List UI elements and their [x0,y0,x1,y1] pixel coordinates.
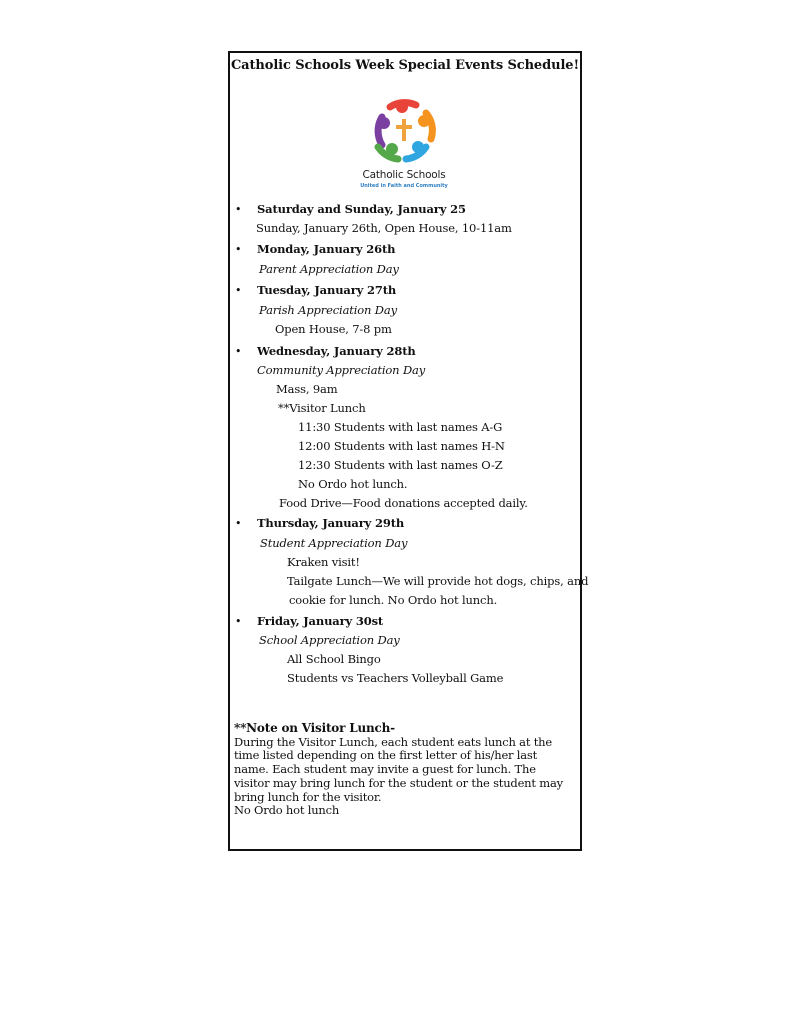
day-theme: Student Appreciation Day [260,536,408,550]
bullet-icon: • [235,517,242,530]
visitor-lunch-note [234,722,574,818]
logo-wordmark: Catholic Schools [362,169,446,181]
visitor-lunch-slot: 11:30 Students with last names A-G [298,420,503,434]
event-line: Mass, 9am [276,382,338,396]
day-theme: School Appreciation Day [259,633,400,647]
note-title: **Note on Visitor Lunch- [234,721,395,735]
event-line: **Visitor Lunch [278,401,366,415]
event-line: Sunday, January 26th, Open House, 10-11am [256,221,512,235]
day-heading: Thursday, January 29th [257,516,405,530]
day-heading: Monday, January 26th [257,242,396,256]
day-heading: Friday, January 30st [257,614,384,628]
note-footer: No Ordo hot lunch [234,803,340,818]
bullet-icon: • [235,284,242,297]
event-line: Students vs Teachers Volleyball Game [287,671,504,685]
event-line: Tailgate Lunch—We will provide hot dogs, chips, and [287,574,589,588]
bullet-icon: • [235,203,242,216]
event-line: cookie for lunch. No Ordo hot lunch. [289,593,498,607]
bullet-icon: • [235,345,242,358]
bullet-icon: • [235,243,242,256]
visitor-lunch-slot: 12:00 Students with last names H-N [298,439,505,453]
event-line: Kraken visit! [287,555,360,569]
day-theme: Parish Appreciation Day [259,303,397,317]
event-line: Food Drive—Food donations accepted daily. [279,496,528,510]
event-line: All School Bingo [287,652,381,666]
day-theme: Community Appreciation Day [257,363,426,377]
logo-tagline: United in Faith and Community [360,183,448,189]
flyer-title: Catholic Schools Week Special Events Schedule! [230,58,580,73]
day-heading: Wednesday, January 28th [257,344,416,358]
catholic-schools-logo [360,95,448,190]
day-heading: Saturday and Sunday, January 25 [257,202,466,216]
event-line: Open House, 7-8 pm [275,322,392,336]
bullet-icon: • [235,615,242,628]
visitor-lunch-slot: 12:30 Students with last names O-Z [298,458,503,472]
day-heading: Tuesday, January 27th [257,283,397,297]
note-body: During the Visitor Lunch, each student eats lunch at the time listed depending on the first letter of his/her last name. Each student may invite a guest for lunch. The visitor may bring lunch for the student or the student may bring lunch for the visitor. [234,734,563,804]
day-theme: Parent Appreciation Day [259,262,399,276]
schedule-flyer [228,51,589,851]
people-circle-logo-icon [368,95,440,167]
event-line: No Ordo hot lunch. [298,477,408,491]
